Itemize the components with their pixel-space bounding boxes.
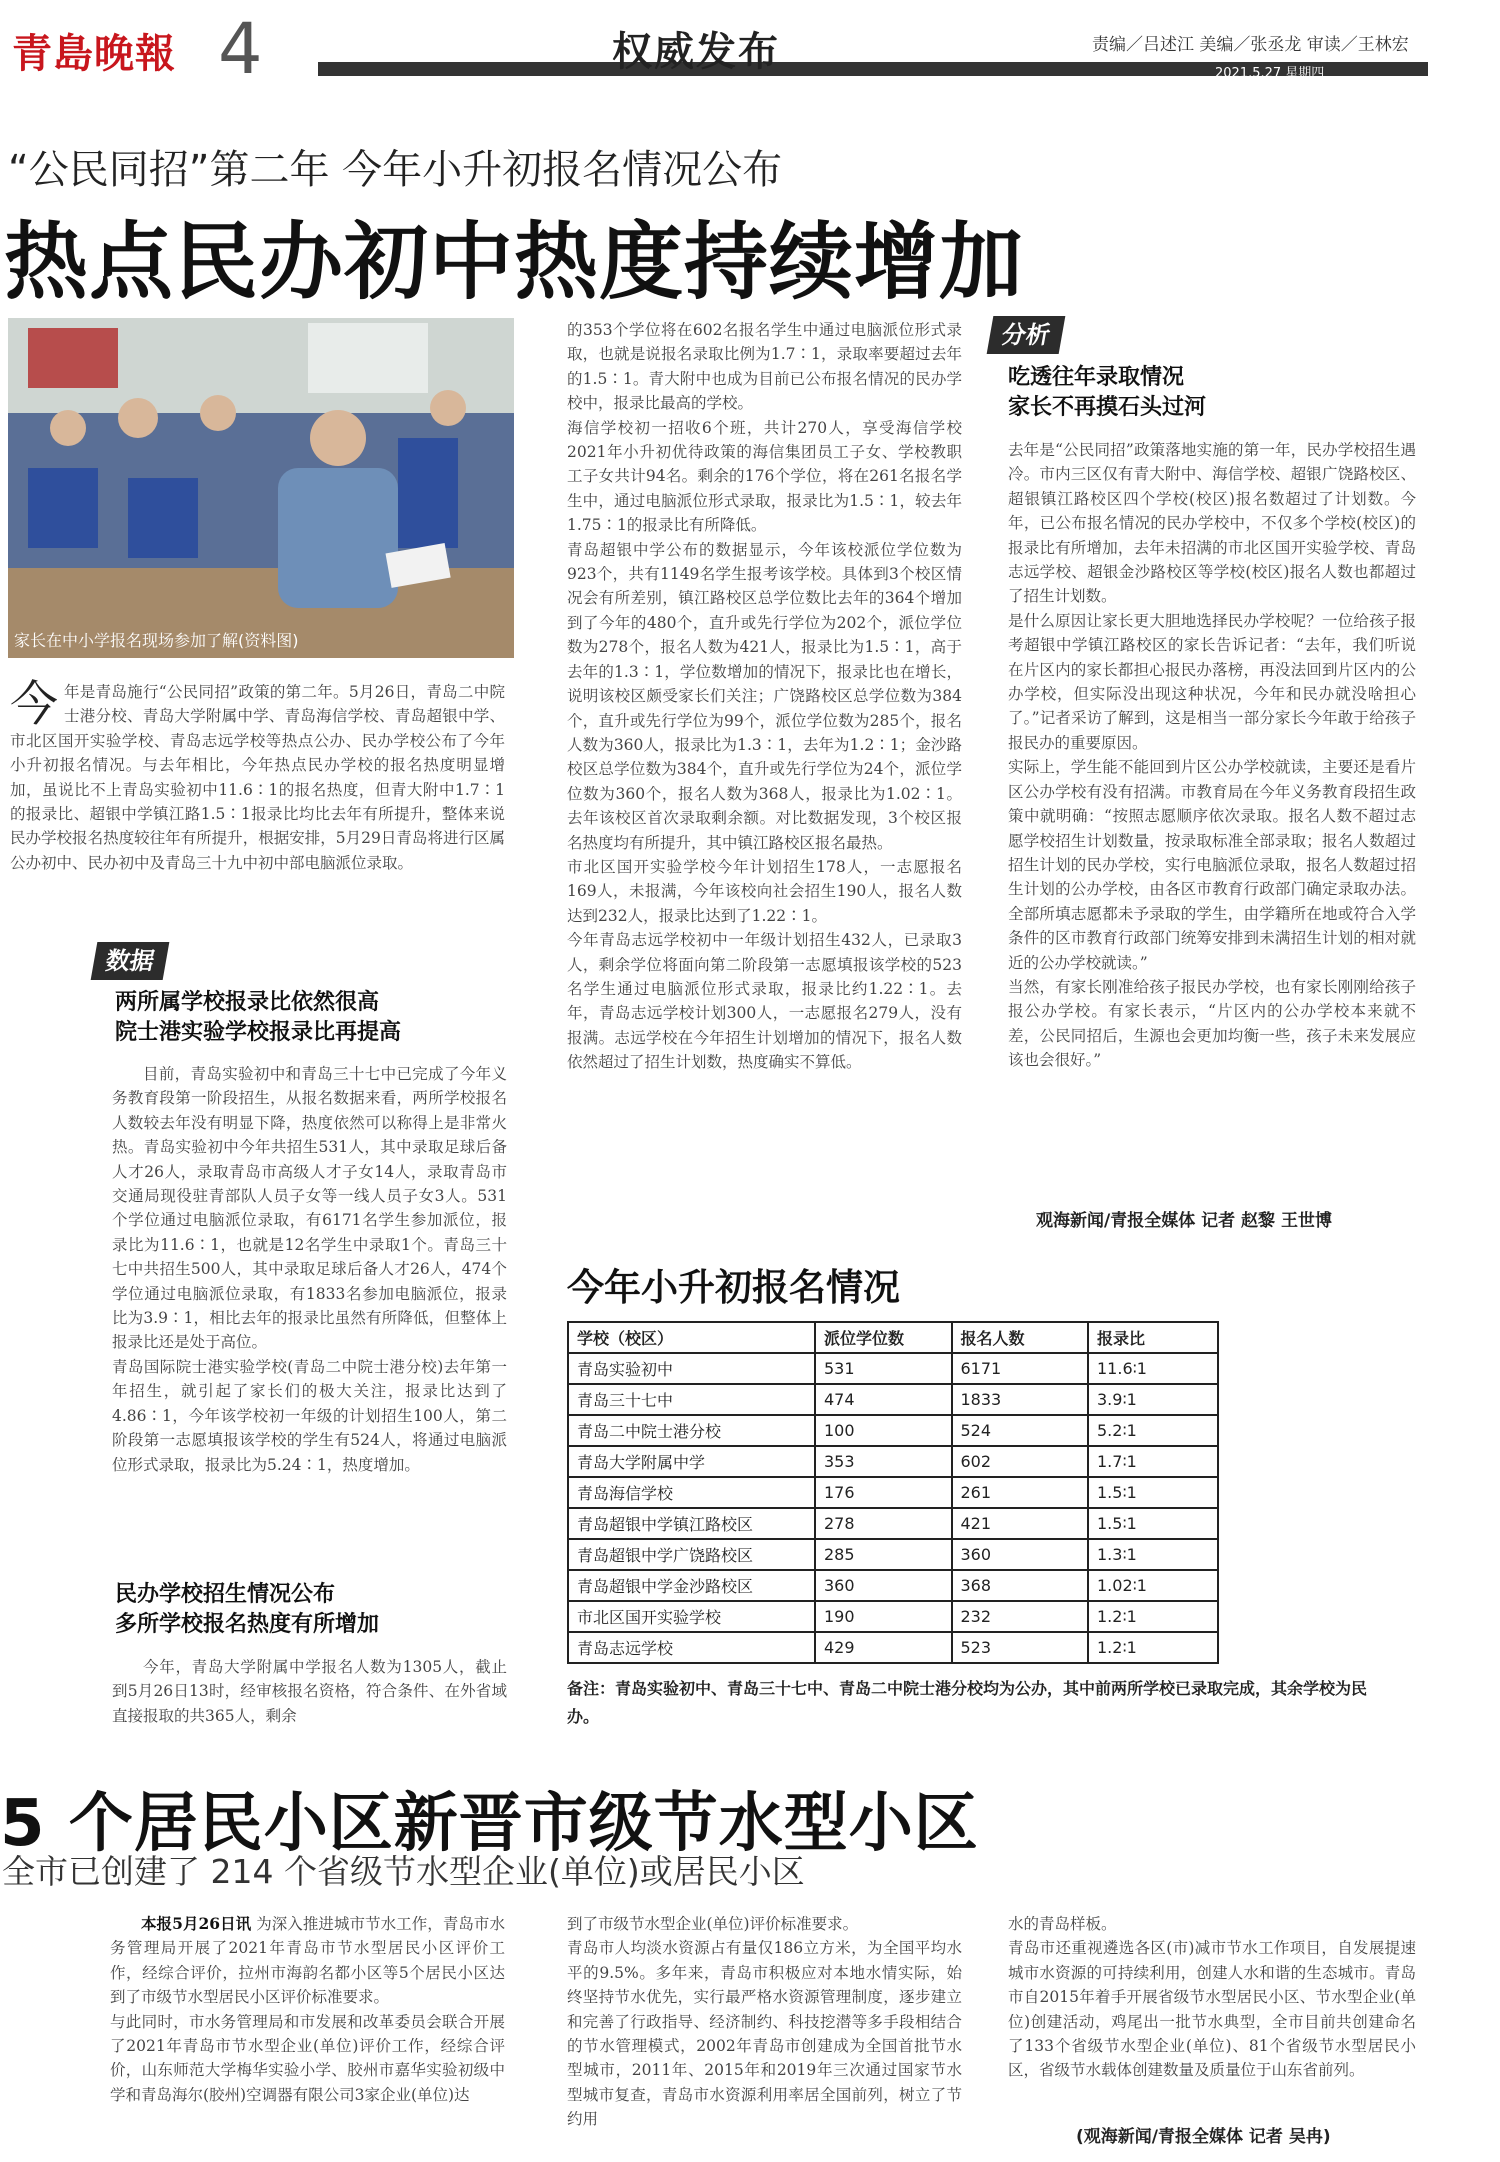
table-header-cell: 学校（校区）: [568, 1322, 815, 1353]
table-row: [568, 1508, 1218, 1539]
table-cell: 190: [815, 1601, 952, 1632]
table-cell: 青岛超银中学广饶路校区: [568, 1539, 815, 1570]
column1-continued: 今年，青岛大学附属中学报名人数为1305人，截止到5月26日13时，经审核报名资格，符合条件、在外省域直接报取的共365人，剩余: [112, 1658, 507, 1725]
table-row: [568, 1570, 1218, 1601]
table-cell: 1.7∶1: [1088, 1446, 1218, 1477]
table-note: 备注：青岛实验初中、青岛三十七中、青岛二中院士港分校均为公办，其中前两所学校已录取完成，其余学校为民办。: [567, 1679, 1368, 1726]
table-cell: 602: [952, 1446, 1089, 1477]
table-cell: 176: [815, 1477, 952, 1508]
column3-body: 去年是“公民同招”政策落地实施的第一年，民办学校招生遇冷。市内三区仅有青大附中、海信学校、超银广饶路校区、超银镇江路校区四个学校(校区)报名数超过了计划数。今年，已公布报名情况的民办学校中，不仅多个学校(校区)的报录比有所增加，去年未招满的市北区国开实验学校、青岛志远学校、超银金沙路校区等学校(校区)报名人数也都超过了招生计划数。 是什么原因让家长更大胆地选择民办学校呢？一位给孩子报考超银中学镇江路校区的家长告诉记者：“去年，我们听说在片区内的家长都担心报民办落榜，再没法回到片区内的公办学校，但实际没出现这种状况，今年和民办就没啥担心了。”记者采访了解到，这是相当一部分家长今年敢于给孩子报民办的重要原因。 实际上，学生能不能回到片区公办学校就读，主要还是看片区公办学校有没有招满。市教育局在今年义务教育段招生政策中就明确：“按照志愿顺序依次录取。报名人数不超过志愿学校招生计划数量，按录取标准全部录取；报名人数超过招生计划的民办学校，实行电脑派位录取，报名人数超过招生计划的公办学校，由各区市教育行政部门确定录取办法。全部所填志愿都未予录取的学生，由学籍所在地或符合入学条件的区市教育行政部门统筹安排到未满招生计划的相对就近的公办学校就读。” 当然，有家长刚准给孩子报民办学校，也有家长刚刚给孩子报公办学校。有家长表示，“片区内的公办学校本来就不差，公民同招后，生源也会更加均衡一些，孩子未来发展应该也会很好。”: [1008, 441, 1416, 1070]
newspaper-logo: 青島晚報: [12, 30, 176, 77]
table-cell: 1.2∶1: [1088, 1632, 1218, 1663]
article2-column1: [110, 1912, 505, 2152]
table-cell: 1.5∶1: [1088, 1508, 1218, 1539]
table-cell: 524: [952, 1415, 1089, 1446]
table-header-cell: 报名人数: [952, 1322, 1089, 1353]
table-body: [568, 1353, 1218, 1663]
data-section-tag: 数据: [91, 942, 170, 980]
table-cell: 421: [952, 1508, 1089, 1539]
table-row: [568, 1446, 1218, 1477]
table-cell: 232: [952, 1601, 1089, 1632]
table-cell: 368: [952, 1570, 1089, 1601]
issue-date: 2021.5.27 星期四: [1215, 66, 1325, 81]
table-cell: 青岛三十七中: [568, 1384, 815, 1415]
table-row: [568, 1539, 1218, 1570]
table-cell: 青岛大学附属中学: [568, 1446, 815, 1477]
table-header-cell: 派位学位数: [815, 1322, 952, 1353]
article1-headline: 热点民办初中热度持续增加: [4, 213, 1025, 311]
table-cell: 474: [815, 1384, 952, 1415]
table-cell: 青岛超银中学金沙路校区: [568, 1570, 815, 1601]
enrollment-table: [567, 1321, 1219, 1664]
photo-caption: 家长在中小学报名现场参加了解(资料图): [14, 631, 299, 650]
article1-subhead: “公民同招”第二年 今年小升初报名情况公布: [8, 147, 783, 193]
analysis-subtitle: 吃透往年录取情况 家长不再摸石头过河: [1008, 365, 1207, 420]
table-cell: 1.5∶1: [1088, 1477, 1218, 1508]
article2-column2: 到了市级节水型企业(单位)评价标准要求。 青岛市人均淡水资源占有量仅186立方米，为全国平均水平的9.5%。多年来，青岛市积极应对本地水情实际，始终坚持节水优先，实行最严格水资源管理制度，逐步建立和完善了行政指导、经济制约、科技挖潜等多手段相结合的节水管理模式，2002年青岛市创建成为全国首批节水型城市，2011年、2015年和2019年三次通过国家节水型城市复查，青岛市水资源利用率居全国前列，树立了节约用: [567, 1915, 962, 2129]
table-cell: 青岛海信学校: [568, 1477, 815, 1508]
column2-body: 的353个学位将在602名报名学生中通过电脑派位形式录取，也就是说报名录取比例为1.7∶1，录取率要超过去年的1.5∶1。青大附中也成为目前已公布报名情况的民办学校中，报录比最高的学校。 海信学校初一招收6个班，共计270人，享受海信学校2021年小升初优待政策的海信集团员工子女、学校教职工子女共计94名。剩余的176个学位，将在261名报名学生中，通过电脑派位形式录取，报录比为1.5∶1，较去年1.75∶1的报录比有所降低。 青岛超银中学公布的数据显示，今年该校派位学位数为923个，共有1149名学生报考该学校。具体到3个校区情况会有所差别，镇江路校区总学位数比去年的364个增加到了今年的480个，直升或先行学位为202个，派位学位数为278个，报名人数为421人，报录比为1.5∶1，高于去年的1.3∶1，学位数增加的情况下，报录比也在增长，说明该校区颇受家长们关注；广饶路校区总学位数为384个，直升或先行学位为99个，派位学位数为285个，报名人数为360人，报录比为1.3∶1，去年为1.2∶1；金沙路校区总学位数为384个，直升或先行学位为24个，派位学位数为360个，报名人数为368人，报录比为1.02∶1。去年该校区首次录取剩余额。对比数据发现，3个校区报名热度均有所提升，其中镇江路校区报名最热。 市北区国开实验学校今年计划招生178人，一志愿报名169人，未报满，今年该校向社会招生190人，报名人数达到232人，报录比达到了1.22∶1。 今年青岛志远学校初中一年级计划招生432人，已录取3人，剩余学位将面向第二阶段第一志愿填报该学校的523名学生通过电脑派位形式录取，报录比约1.22∶1。去年，青岛志远学校计划300人，一志愿报名279人，没有报满。志远学校在今年招生计划增加的情况下，报名人数依然超过了招生计划数，热度确实不算低。: [567, 321, 962, 1072]
analysis-section-tag: 分析: [987, 316, 1066, 354]
table-cell: 1.2∶1: [1088, 1601, 1218, 1632]
table-cell: 3.9∶1: [1088, 1384, 1218, 1415]
private-school-subtitle: 民办学校招生情况公布 多所学校报名热度有所增加: [115, 1582, 380, 1637]
classroom-photo-illustration: [8, 318, 514, 658]
table-header-cell: 报录比: [1088, 1322, 1218, 1353]
article2-headline: 5 个居民小区新晋市级节水型小区: [0, 1787, 979, 1861]
news-photo: [8, 318, 514, 658]
table-cell: 523: [952, 1632, 1089, 1663]
dateline: 本报5月26日讯: [141, 1914, 252, 1933]
article2-byline: (观海新闻/青报全媒体 记者 吴冉): [1076, 2127, 1331, 2147]
table-cell: 261: [952, 1477, 1089, 1508]
table-title: 今年小升初报名情况: [567, 1266, 900, 1309]
table-row: [568, 1477, 1218, 1508]
table-row: [568, 1601, 1218, 1632]
table-cell: 1833: [952, 1384, 1089, 1415]
table-cell: 360: [952, 1539, 1089, 1570]
table-cell: 1.3∶1: [1088, 1539, 1218, 1570]
table-cell: 285: [815, 1539, 952, 1570]
table-cell: 6171: [952, 1353, 1089, 1384]
data-subtitle: 两所属学校报录比依然很高 院士港实验学校报录比再提高: [115, 990, 402, 1045]
table-cell: 青岛实验初中: [568, 1353, 815, 1384]
table-cell: 市北区国开实验学校: [568, 1601, 815, 1632]
table-cell: 353: [815, 1446, 952, 1477]
table-row: [568, 1384, 1218, 1415]
drop-cap: 今: [10, 676, 59, 732]
article2-subhead: 全市已创建了 214 个省级节水型企业(单位)或居民小区: [2, 1852, 805, 1891]
table-cell: 青岛志远学校: [568, 1632, 815, 1663]
table-cell: 531: [815, 1353, 952, 1384]
editors-line: 责编／吕述江 美编／张丞龙 审读／王林宏: [1092, 35, 1409, 55]
column1-body: 目前，青岛实验初中和青岛三十七中已完成了今年义务教育段第一阶段招生，从报名数据来看，两所学校报名人数较去年没有明显下降，热度依然可以称得上是非常火热。青岛实验初中今年共招生531人，其中录取足球后备人才26人，录取青岛市高级人才子女14人，录取青岛市交通局现役驻青部队人员子女等一线人员子女3人。531个学位通过电脑派位录取，有6171名学生参加派位，报录比为11.6∶1，也就是12名学生中录取1个。青岛三十七中共招生500人，其中录取足球后备人才26人，474个学位通过电脑派位录取，有1833名参加电脑派位，报录比为3.9∶1，相比去年的报录比虽然有所降低，但整体上报录比还是处于高位。 青岛国际院士港实验学校(青岛二中院士港分校)去年第一年招生，就引起了家长们的极大关注，报录比达到了4.86∶1，今年该学校初一年级的计划招生100人，第二阶段第一志愿填报该学校的学生有524人，将通过电脑派位形式录取，报录比为5.24∶1，热度增加。: [112, 1065, 507, 1474]
table-cell: 11.6∶1: [1088, 1353, 1218, 1384]
article1-byline: 观海新闻/青报全媒体 记者 赵黎 王世博: [1036, 1211, 1332, 1231]
article1-lead: [10, 676, 505, 875]
page-number: 4: [218, 8, 263, 90]
table-cell: 360: [815, 1570, 952, 1601]
table-cell: 429: [815, 1632, 952, 1663]
lead-text: 年是青岛施行“公民同招”政策的第二年。5月26日，青岛二中院士港分校、青岛大学附属中学、青岛海信学校、青岛超银中学、市北区国开实验学校、青岛志远学校等热点公办、民办学校公布了今年小升初报名情况。与去年相比，今年热点民办学校的报名热度明显增加，虽说比不上青岛实验初中11.6∶1的报名热度，但青大附中1.7∶1的报录比、超银中学镇江路1.5∶1报录比均比去年有所提升，整体来说民办学校报名热度较往年有所提升，根据安排，5月29日青岛将进行区属公办初中、民办初中及青岛三十九中初中部电脑派位录取。: [10, 683, 505, 872]
table-row: [568, 1632, 1218, 1663]
table-cell: 278: [815, 1508, 952, 1539]
table-row: [568, 1353, 1218, 1384]
section-name: 权威发布: [612, 29, 780, 75]
table-cell: 1.02∶1: [1088, 1570, 1218, 1601]
article2-column1-text: 为深入推进城市节水工作，青岛市水务管理局开展了2021年青岛市节水型居民小区评价工作，经综合评价，拉州市海韵名都小区等5个居民小区达到了市级节水型居民小区评价标准要求。 与此同时，市水务管理局和市发展和改革委员会联合开展了2021年青岛市节水型企业(单位)评价工作，经综合评价，山东师范大学梅华实验小学、胶州市嘉华实验初级中学和青岛海尔(胶州)空调器有限公司3家企业(单位)达: [110, 1915, 505, 2104]
table-cell: 100: [815, 1415, 952, 1446]
table-header-row: [568, 1322, 1218, 1353]
table-row: [568, 1415, 1218, 1446]
table-cell: 青岛超银中学镇江路校区: [568, 1508, 815, 1539]
article2-column3: 水的青岛样板。 青岛市还重视遴选各区(市)减市节水工作项目，自发展提速城市水资源的可持续利用，创建人水和谐的生态城市。青岛市自2015年着手开展省级节水型居民小区、节水型企业(单位)创建活动，鸡尾出一批节水典型，全市目前共创建命名了133个省级节水型企业(单位)、81个省级节水型居民小区，省级节水载体创建数量及质量位于山东省前列。: [1008, 1915, 1416, 2080]
table-cell: 5.2∶1: [1088, 1415, 1218, 1446]
table-cell: 青岛二中院士港分校: [568, 1415, 815, 1446]
